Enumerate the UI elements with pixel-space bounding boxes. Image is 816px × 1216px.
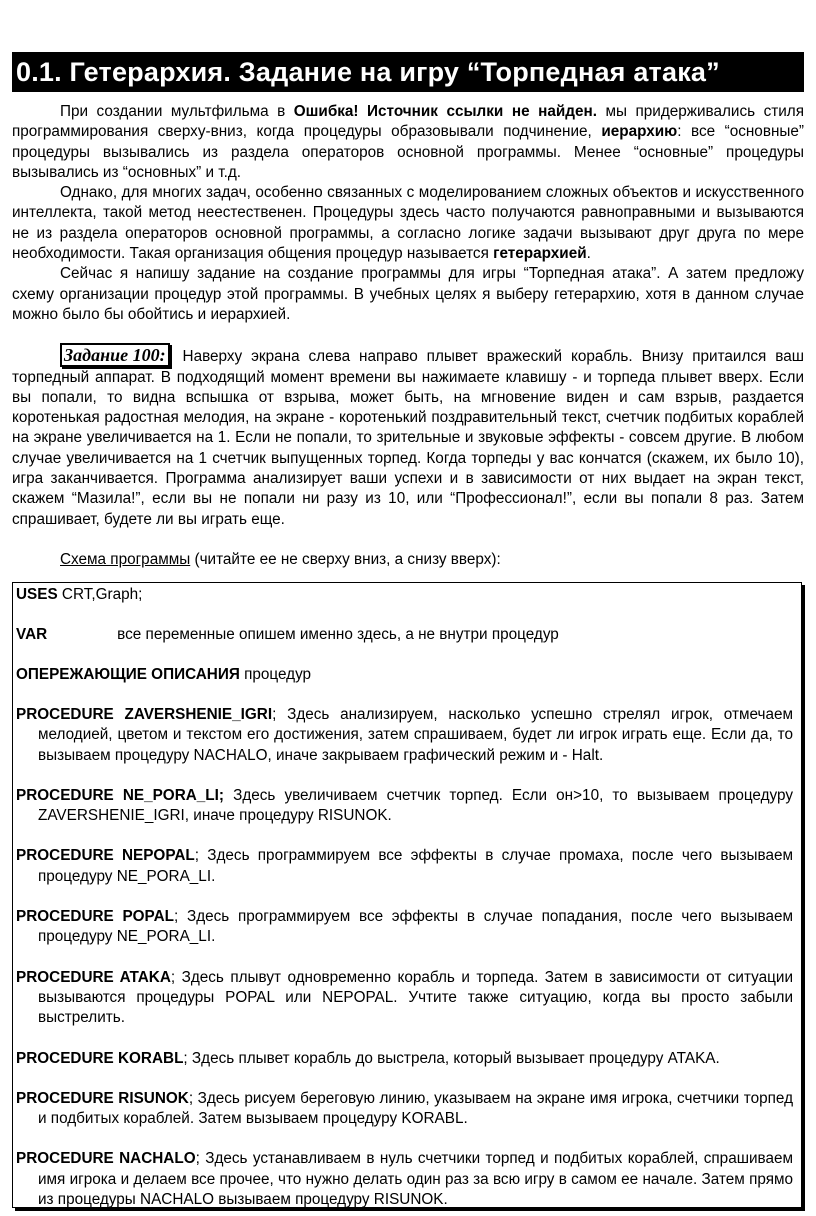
uses-line (16, 585, 793, 605)
procedure-korabl (16, 1049, 793, 1069)
procedure-name: PROCEDURE KORABL (16, 1049, 184, 1067)
procedure-popal (16, 907, 793, 948)
procedure-nepopal (16, 846, 793, 887)
procedure-name: PROCEDURE NACHALO (16, 1150, 196, 1168)
intro-p1-text-1: При создании мультфильма в (60, 103, 294, 120)
procedure-name: PROCEDURE NE_PORA_LI; (16, 786, 224, 804)
procedure-risunok (16, 1089, 793, 1130)
intro-p2-text-1: Однако, для многих задач, особенно связанных с моделированием сложных объектов и искусственного интеллекта, такой метод неестественен. Процедуры здесь часто получаются равноправными и вызываются не из раздела операторов основной программы, а согласно логике задачи вызывают друг друга по мере необходимости. Такая организация общения процедур называется (12, 184, 804, 263)
term-heterarchy: гетерархией (493, 245, 587, 263)
procedure-description: ; Здесь устанавливаем в нуль счетчики торпед и подбитых кораблей, спрашиваем имя игрока и делаем все прочее, что нужно делать один раз за всю игру в самом ее начале. Затем прямо из процедуры NACHALO вызываем процедуру RISUNOK. (38, 1150, 793, 1209)
uses-value: CRT,Graph; (57, 586, 143, 603)
document-page (12, 52, 804, 1209)
task-label: Задание 100: (60, 343, 170, 367)
procedure-zavershenie-igri (16, 705, 793, 766)
forward-declarations-line (16, 665, 793, 685)
task-section (12, 343, 804, 530)
scheme-heading-rest: (читайте ее не сверху вниз, а снизу вверх): (190, 550, 501, 568)
intro-section (12, 102, 804, 325)
intro-paragraph-3: Сейчас я напишу задание на создание программы для игры “Торпедная атака”. А затем предложу схему организации процедур этой программы. В учебных целях я выберу гетерархию, хотя в данном случае можно было бы обойтись и иерархией. (12, 265, 804, 323)
procedure-name: PROCEDURE ZAVERSHENIE_IGRI (16, 706, 273, 723)
procedure-nachalo (16, 1149, 793, 1210)
broken-reference-error: Ошибка! Источник ссылки не найден. (293, 103, 597, 120)
procedure-description: ; Здесь анализируем, насколько успешно стрелял игрок, отмечаем мелодией, цветом и текстом его достижения, затем спрашиваем, будет ли игрок играть еще. Если да, то вызываем процедуру NACHALO, иначе закрываем графический режим и - Halt. (38, 706, 793, 764)
procedure-ataka (16, 968, 793, 1029)
program-scheme-box (12, 582, 802, 1208)
uses-keyword: USES (16, 586, 58, 603)
procedure-description: ; Здесь плывет корабль до выстрела, который вызывает процедуру ATAKA. (183, 1049, 720, 1067)
term-hierarchy: иерархию (601, 123, 678, 141)
intro-paragraph-1 (12, 102, 804, 183)
procedure-description: ; Здесь плывут одновременно корабль и торпеда. Затем в зависимости от ситуации вызываются процедуры POPAL или NEPOPAL. Учтите также ситуацию, когда вы просто забыли выстрелить. (38, 968, 793, 1027)
intro-p1-text-2: мы придерживались стиля программирования сверху-вниз, когда процедуры образовывали подчинение, (12, 103, 804, 141)
section-title: 0.1. Гетерархия. Задание на игру “Торпедная атака” (12, 52, 804, 92)
procedure-description: ; Здесь программируем все эффекты в случае попадания, после чего вызываем процедуру NE_PORA_LI. (38, 908, 793, 946)
procedure-name: PROCEDURE NEPOPAL (16, 847, 195, 865)
procedure-ne-pora-li (16, 786, 793, 827)
task-text: Наверху экрана слева направо плывет вражеский корабль. Внизу притаился ваш торпедный аппарат. В подходящий момент времени вы нажимаете клавишу - и торпеда плывет вверх. Если вы попали, то видна вспышка от взрыва, может быть, на мгновение виден и сам взрыв, раздается коротенькая радостная мелодия, на экране - коротенький поздравительный текст, счетчик подбитых кораблей на экране увеличивается на 1. Если не попали, то зрительные и звуковые эффекты - совсем другие. В любом случае увеличивается на 1 счетчик выпущенных торпед. Когда торпеды у вас кончатся (скажем, их было 10), игра заканчивается. Программа анализирует ваши успехи и в зависимости от них выдает на экран текст, скажем “Мазила!”, если вы не попали ни разу из 10, или “Профессионал!”, если вы попали 8 раз. Затем спрашивает, будете ли вы играть еще. (12, 348, 804, 528)
intro-p1-text-3: : все “основные” процедуры вызывались из раздела операторов основной программы. Менее “основные” процедуры вызывались из “основных” и т.д. (12, 123, 804, 181)
procedure-name: PROCEDURE POPAL (16, 908, 175, 926)
procedure-description: Здесь увеличиваем счетчик торпед. Если он>10, то вызываем процедуру ZAVERSHENIE_IGRI, иначе процедуру RISUNOK. (38, 786, 793, 825)
forward-keyword: ОПЕРЕЖАЮЩИЕ ОПИСАНИЯ (16, 666, 240, 683)
procedure-description: ; Здесь рисуем береговую линию, указываем на экране имя игрока, счетчики торпед и подбитых кораблей. Затем вызываем процедуру KORABL. (38, 1089, 793, 1128)
scheme-heading (12, 550, 804, 570)
scheme-heading-underlined: Схема программы (60, 550, 191, 568)
var-line (16, 625, 793, 645)
intro-paragraph-2 (12, 183, 804, 264)
procedure-name: PROCEDURE RISUNOK (16, 1089, 189, 1107)
forward-description: процедур (239, 666, 312, 683)
intro-p2-text-2: . (586, 245, 591, 263)
var-keyword: VAR (16, 626, 48, 643)
task-paragraph (12, 343, 804, 530)
procedure-description: ; Здесь программируем все эффекты в случае промаха, после чего вызываем процедуру NE_PORA_LI. (38, 847, 793, 885)
procedure-name: PROCEDURE ATAKA (16, 968, 171, 986)
var-description: все переменные опишем именно здесь, а не внутри процедур (117, 626, 559, 643)
